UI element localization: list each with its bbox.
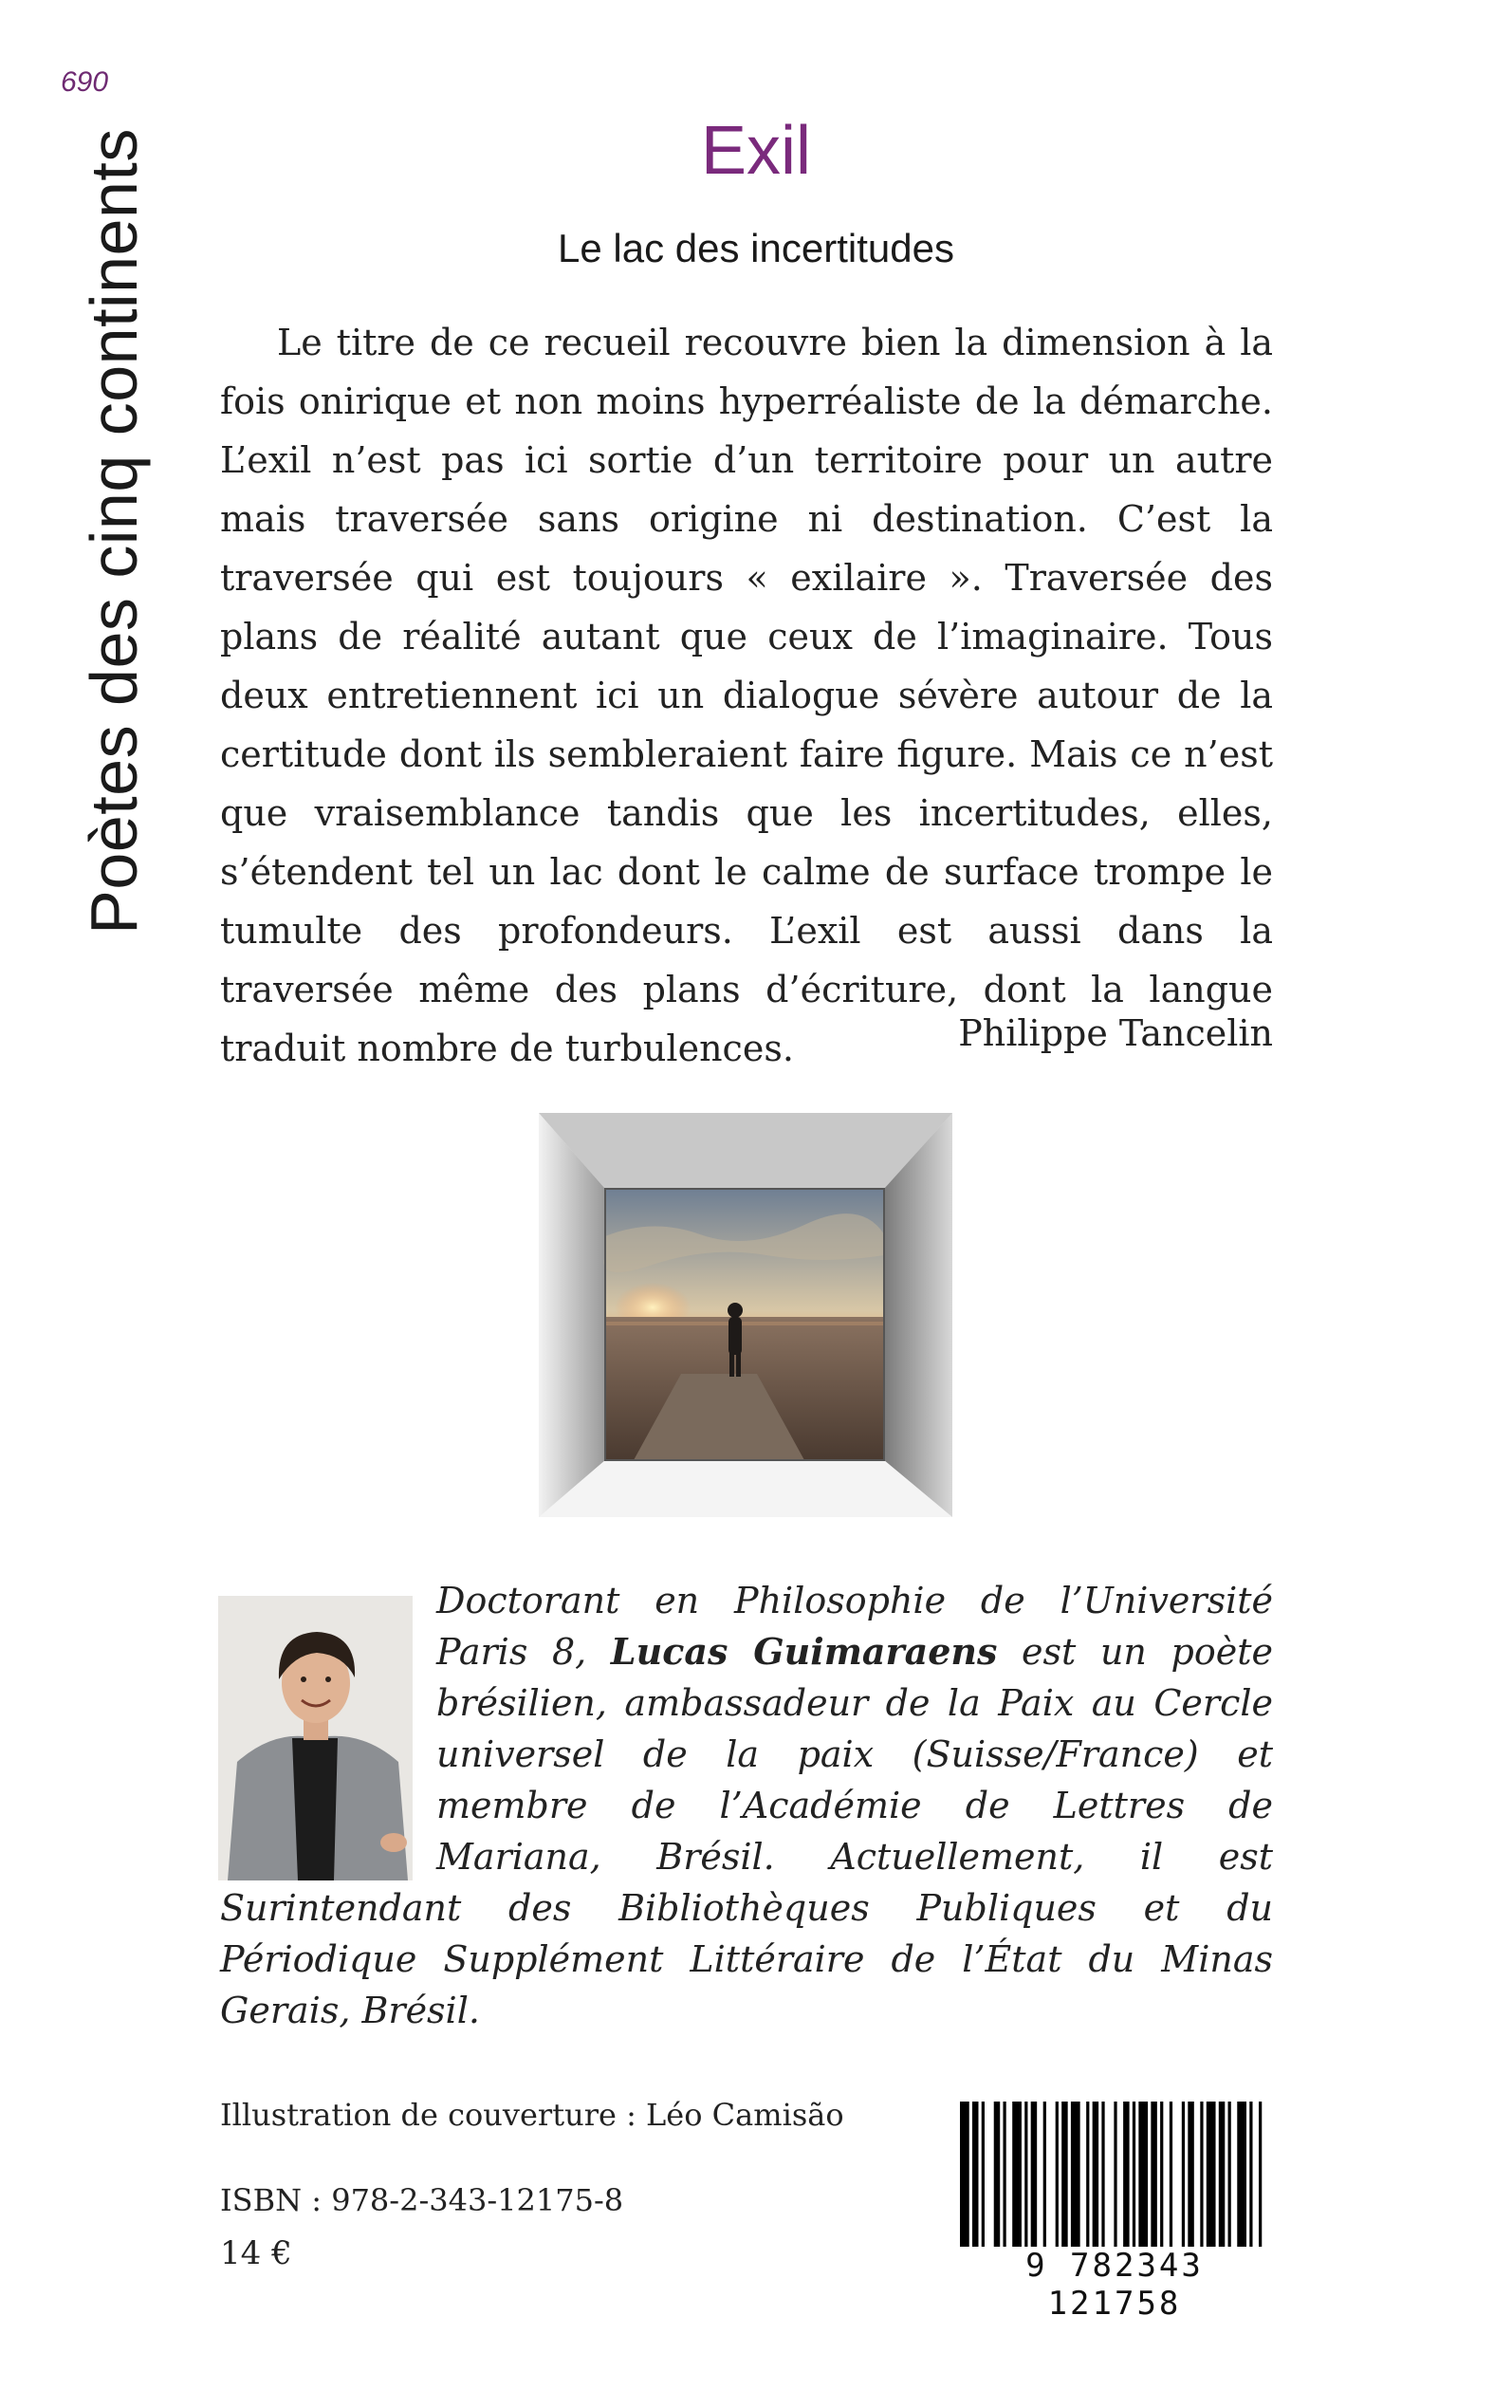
barcode-digits: 9 782343 121758 bbox=[949, 2247, 1281, 2323]
author-name: Lucas Guimaraens bbox=[610, 1630, 998, 1673]
series-name: Poètes des cinq continents bbox=[77, 128, 151, 935]
isbn: ISBN : 978-2-343-12175-8 bbox=[220, 2182, 624, 2218]
book-title: Exil bbox=[700, 113, 811, 189]
book-subtitle: Le lac des incertitudes bbox=[558, 226, 954, 270]
author-bio bbox=[220, 1575, 1273, 2036]
price: 14 € bbox=[220, 2234, 292, 2272]
back-cover-blurb: Le titre de ce recueil recouvre bien la dimension à la fois onirique et non moins hyperréaliste de la démarche. L’exil n’est pas ici sortie d’un territoire pour un autre mais traversée sans origine ni destination. C’est la traversée qui est toujours « exilaire ». Traversée des plans de réalité autant que ceux de l’imaginaire. Tous deux entretiennent ici un dialogue sévère autour de la certitude dont ils sembleraient faire figure. Mais ce n’est que vraisemblance tandis que les incertitudes, elles, s’étendent tel un lac dont le calme de surface trompe le tumulte des profondeurs. L’exil est aussi dans la traversée même des plans d’écriture, dont la langue traduit nombre de turbulences. bbox=[220, 322, 1273, 1069]
blurb-signature: Philippe Tancelin bbox=[958, 1012, 1273, 1054]
illustration-credit: Illustration de couverture : Léo Camisão bbox=[220, 2097, 844, 2133]
bio-rest: est un poète brésilien, ambassadeur de la Paix au Cercle universel de la paix (Suisse/France) et membre de l’Académie de Lettres de Mariana, Brésil. Actuellement, il est Surintendant des Bibliothèques Publiques et du Périodique Supplément Littéraire de l’État du Minas Gerais, Brésil. bbox=[220, 1631, 1273, 2031]
bio-lead: Doctorant en Philosophie de l’Université Paris 8, bbox=[436, 1580, 1273, 1673]
cover-illustration bbox=[539, 1113, 952, 1517]
series-number: 690 bbox=[61, 66, 109, 98]
